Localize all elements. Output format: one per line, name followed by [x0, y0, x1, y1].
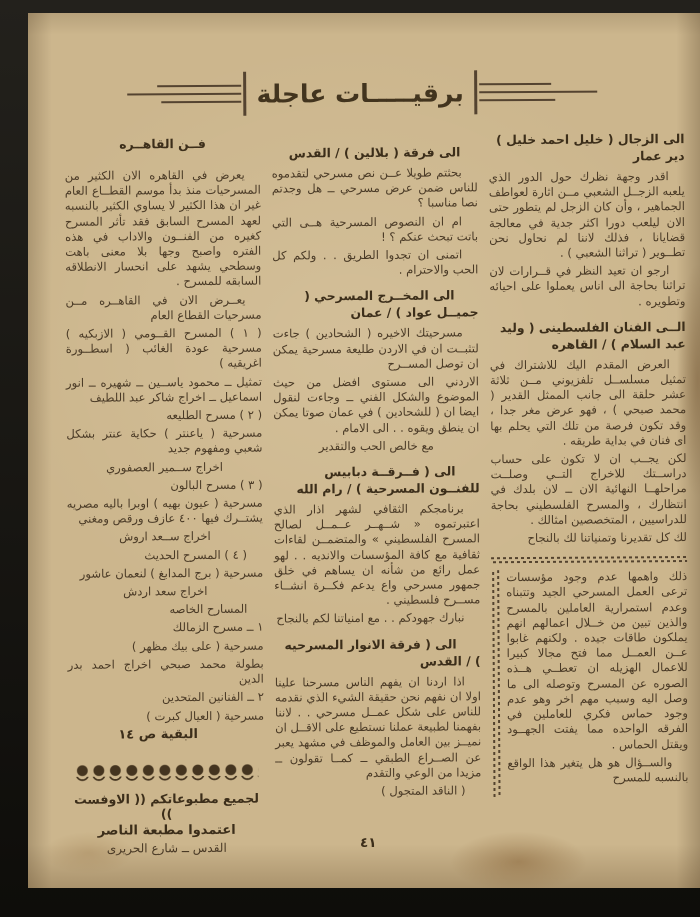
paragraph: اتمنى ان تجدوا الطريق . . ولكم كل الحب والاحترام . [272, 247, 479, 278]
paragraph: ارجو ان تعيد النظر في قــرارات لان تراثنا بحاجة الى اناس يعملوا على احيائه وتطويره . [489, 263, 686, 308]
paragraph: الاردني الى مستوى افضل من حيث الموضوع والشكل الفني ــ وجاءت لنقول ايضا ان ( للشحادين ) في عمان صوتا يمكن ان ينطق ويقوه . . الى الامام . [272, 374, 480, 435]
signature: ( الناقد المتجول ) [381, 783, 466, 798]
masthead-rule-right [479, 83, 597, 101]
paragraph: برنامجكم الثقافي لشهر اذار الذي اعتبرتموه « شــهــر عــمــل لصالح المسرح الفلسطيني » والمتضمــن لقاءات ثقافية مع كافة المؤسسات والانديه . . لهو عمل رائع من شأنه ان يساهم في خلق جمهور مسرحي واع يدعم فكــرة انشــاء مســرح فلسطيني . [273, 501, 481, 608]
list-item: مسرحية ( على بيك مظهر ) [131, 638, 264, 654]
ornamental-rule-vertical [491, 570, 500, 797]
list-item: مسرحية ( عيون بهيه ) اوبرا باليه مصريه يشتــرك فيها ٤٠٠ عازف ورقص ومغني [66, 495, 263, 527]
list-item: ( ١ ) المسرح القــومي ( الازبكيه ) مسرحية عودة الغائب ( اسطــورة اغريقيه ) [65, 325, 262, 371]
ad-line: لجميع مطبوعاتكم (( الاوفست )) [74, 790, 260, 822]
paragraph: مع خالص الحب والتقدير [318, 438, 434, 454]
ad-line: القدس ــ شارع الحريرى [106, 840, 227, 856]
section-heading-anwar: الى ( فرقة الانوار المسرحيه ) / القدس [284, 636, 481, 669]
page-number: ٤١ [360, 835, 377, 851]
column-telegrams-middle [271, 131, 481, 803]
magazine-page [28, 13, 700, 888]
page-content [28, 67, 700, 859]
column-telegrams-right [488, 130, 688, 789]
masthead-bar-right [474, 70, 477, 114]
paragraph: نبارك جهودكم . . مع امنياتنا لكم بالنجاح [276, 610, 465, 627]
list-item: مسرحية ( ياعنتر ) حكاية عنتر بشكل شعبي ومفهوم جديد [66, 425, 263, 456]
section-heading-jamil-awwad: الى المخــرج المسرحي ( جميــل عواد ) / عمان [304, 287, 479, 321]
dots-ornament [74, 764, 258, 777]
paragraph: يعرض في القاهره الان الكثير من المسرحيات منذ بدأ موسم القطــاع العام غير ان هذا الكثير لا يساوي الكثير بالنسبه لعهد المسرح السابق فقد تأثر المسرح كغيره من الفنــون والاداب في هذه الفتره واصبح وجها بلا معنى باهت وسطحي يشهد على انحسار الانطلاقه السابقه للمسرح . [64, 167, 262, 289]
list-item: اخراج ســعد اروش [119, 529, 211, 544]
section-heading-cairo: فــن القاهــره [119, 135, 206, 152]
list-item: ١ ــ مسرح الزمالك [172, 620, 264, 635]
print-shop-ad [68, 764, 265, 857]
section-heading-balalin: الى فرقة ( بلالين ) / القدس [288, 144, 461, 161]
paragraph: مسرحيتك الاخيره ( الشحادين ) جاءت لتثبــت ان في الاردن طليعة مسرحية يمكن ان توصل المســرح [272, 325, 479, 371]
list-item: ( ٣ ) مسرح البالون [170, 477, 263, 493]
paragraph: ام ان النصوص المسرحية هــى التي باتت تبحث عنكم ؟ ! [271, 214, 479, 244]
list-item: مسرحية ( برج المدابغ ) لنعمان عاشور [79, 565, 264, 581]
list-item: اخراج ســمير العصفوري [106, 459, 223, 475]
section-heading-dababis: الى ( فــرقــة دبابيس للفنــون المسرحية ) / رام الله [296, 463, 480, 497]
boxed-note-text [506, 569, 688, 789]
ornamental-rule-horizontal [491, 555, 687, 564]
section-heading-walid: الــى الفنان الفلسطينى ( وليد عبد السلام ) / القاهره [499, 318, 686, 352]
paragraph: يعــرض الان في القاهــره مــن مسرحيات القطاع العام [65, 292, 262, 323]
list-item: ٢ ــ الفنانين المتحدين [161, 689, 264, 705]
paragraph: والســؤال هو هل يتغير هذا الواقع بالنسبه للمسرح [507, 754, 689, 785]
list-item: اخراج سعد اردش [123, 584, 208, 599]
continuation-note: البقية ص ١٤ [118, 726, 198, 743]
paragraph: بحثتم طويلا عــن نص مسرحي لتقدموه للناس ضمن عرض مسرحي ــ هل وجدتم نصا مناسبا ؟ [271, 165, 478, 211]
scallop-ornament [74, 776, 258, 784]
masthead-rule-left [128, 85, 242, 103]
column-cairo-art [64, 133, 264, 859]
paragraph: ذلك واهمها عدم وجود مؤسسات ترعى العمل المسرحي الجيد وتتبناه وعدم استمرارية العاملين بالمسرح والذين تبين من خــلال اعمالهم انهم يملكون طاقات جيده . ولكنهم غابوا عــن العمــل مما فتح مجالا كبيرا للاعمال الهزيله ان تعطــي هــذه الصوره عن المسرح وتوصله الى ما وصل اليه وسبب مهم اخر وهو عدم وجود حماس فكري للعاملين في الفرقه الواحده مما يفتت الجهــود ويقتل الحماس . [506, 569, 689, 751]
ad-line: اعتمدوا مطبعة الناصر [97, 823, 236, 839]
masthead [28, 67, 698, 119]
paragraph: لك كل تقديرنا وتمنياتنا لك بالنجاح [527, 530, 687, 546]
list-item: ( ٢ ) مسرح الطليعه [166, 407, 263, 423]
paragraph: العرض المقدم اليك للاشتراك في تمثيل مسلســل تلفزيوني مــن ثلاثة عشر حلقة الى جانب الممثل القدير ( محمد صبحي ) ، فهو عرض مغر جدا ، وقد تكون فرصة من تلك التي يحلم بها اى فنان في بداية طريقه . [489, 356, 687, 448]
section-heading-zajjal: الى الزجال ( خليل احمد خليل ) دير عمار [496, 131, 685, 164]
masthead-bar-left [243, 72, 246, 116]
list-item: مسرحية ( العيال كبرت ) [146, 708, 265, 723]
list-item: ( ٤ ) المسرح الحديث [144, 547, 248, 563]
columns [28, 115, 700, 859]
list-item: المسارح الخاصه [169, 601, 248, 617]
list-item: تمثيل ــ محمود ياســين ــ شهيره ــ انور اسماعيل ــ اخراج شاكر عبد اللطيف [65, 374, 263, 405]
paragraph: اقدر وجهة نظرك حول الدور الذي يلعبه الزجــل الشعبي مــن اثارة لعواطف الجماهير ، وأن كان الزجل لم يتطور حتى الان ليلعب دورا اكثر جدية في معالجة قضايانا ، فذلك لاننا لم نحاول نحن تطــوير ( تراثنا الشعبي ) . [488, 169, 686, 260]
paragraph: اذا اردنا ان يفهم الناس مسرحنا علينا اولا ان نفهم نحن حقيقة الشيء الذي نقدمه للناس على شكل عمــل مسرحي . . لاننا بفهمنا لطبيعة عملنا نستطيع على الاقــل ان نميــز بين العامل والموظف في مشهد يعبر عن الصــراع الطبقي ــ كمــا تقولون ــ مزيدا من الوعي والتقدم [274, 674, 482, 780]
paragraph: لكن يجــب ان لا تكون على حساب دراســتك للاخراج التــي وصلــت مراحلهــا النهائية الان ــ لان بلدك في انتظارك ، والمسرح الفلسطيني بحاجة للدراسيين ، المتخصصين امثالك . [490, 451, 687, 527]
masthead-title: برقيـــــات عاجلة [256, 77, 464, 109]
list-item: بطولة محمد صبحي اخراج احمد بدر الدين [67, 656, 264, 686]
boxed-note [491, 569, 688, 789]
